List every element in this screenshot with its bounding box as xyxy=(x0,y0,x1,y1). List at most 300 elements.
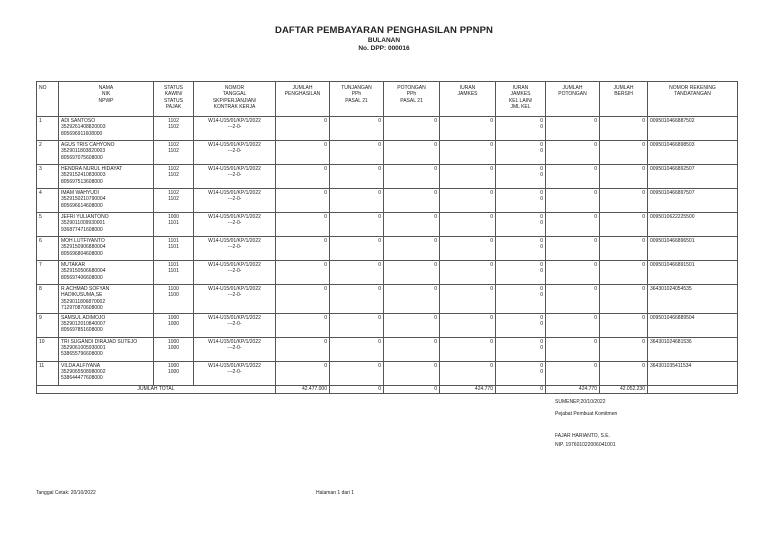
header-line: JUMLAH xyxy=(562,85,583,91)
row-iuran-lain-line: 0 xyxy=(540,362,543,369)
header-line: PAJAK xyxy=(165,104,182,111)
row-iuran-jamkes: 0 xyxy=(440,261,496,285)
row-status xyxy=(154,337,194,361)
row-iuran-jamkes: 0 xyxy=(440,117,496,141)
col-potongan-pph xyxy=(384,82,440,117)
row-jumlah-potongan: 0 xyxy=(546,337,600,361)
row-nama-nik-npwp xyxy=(59,141,154,165)
row-status xyxy=(154,313,194,337)
row-iuran-jamkes: 0 xyxy=(440,337,496,361)
row-nama-nik-npwp xyxy=(59,261,154,285)
row-jumlah-potongan: 0 xyxy=(546,237,600,261)
row-jumlah-bersih: 0 xyxy=(600,213,648,237)
row-number: 2 xyxy=(37,141,59,165)
header-line: TANGGAL xyxy=(222,91,247,98)
row-jumlah-bersih: 0 xyxy=(600,337,648,361)
table-header-row xyxy=(37,82,738,117)
row-iuran-lain-line: 0 xyxy=(540,238,543,244)
row-iuran-lain-line: 0 xyxy=(540,262,543,268)
row-penghasilan: 0 xyxy=(276,361,330,385)
row-rekening: 364301024054535 xyxy=(648,285,738,314)
header-line: NAMA xyxy=(98,85,114,91)
header-line: JUMLAH xyxy=(613,85,634,91)
row-name-line: 3529012010840007 xyxy=(61,321,106,328)
row-kontrak xyxy=(194,261,276,285)
row-name-line: JEFRI YULIANTONO xyxy=(61,214,109,220)
col-jumlah-penghasilan xyxy=(276,82,330,117)
row-iuran-lain-line: 0 xyxy=(540,244,543,251)
payment-table xyxy=(36,81,738,394)
row-number: 11 xyxy=(37,361,59,385)
row-status-line: 1101 xyxy=(168,268,179,275)
total-row xyxy=(37,385,738,393)
row-iuran-lain xyxy=(496,313,546,337)
row-jumlah-bersih: 0 xyxy=(600,165,648,189)
row-number: 5 xyxy=(37,213,59,237)
col-iuran-jamkes xyxy=(440,82,496,117)
row-status xyxy=(154,361,194,385)
header-line: KEL LAIN/ xyxy=(508,97,533,104)
row-number: 9 xyxy=(37,313,59,337)
row-iuran-lain-line: 0 xyxy=(540,321,543,328)
row-kontrak-line: ---2-0- xyxy=(227,268,242,275)
row-potongan-pph: 0 xyxy=(384,165,440,189)
row-name-line: 3529150906880004 xyxy=(61,244,106,251)
row-kontrak xyxy=(194,141,276,165)
total-label: JUMLAH TOTAL xyxy=(37,385,276,393)
table-row xyxy=(37,361,738,385)
header-line: TANDATANGAN xyxy=(674,91,711,98)
row-nama-nik-npwp xyxy=(59,361,154,385)
row-kontrak xyxy=(194,361,276,385)
row-name-line: ADI SANTOSO xyxy=(61,118,96,124)
signature-nip: NIP. 197601022006041001 xyxy=(555,442,616,448)
row-tunjangan: 0 xyxy=(330,141,384,165)
row-name-line: 3529150210790004 xyxy=(61,196,106,203)
row-iuran-lain xyxy=(496,165,546,189)
row-name-line: 538655796608000 xyxy=(61,351,103,358)
header-line: JUMLAH xyxy=(292,85,313,91)
row-kontrak-line: W14-U15/01/KP/1/2022 xyxy=(208,314,261,321)
header-line: STATUS xyxy=(164,85,183,91)
row-status-line: 1102 xyxy=(168,124,179,131)
row-iuran-lain xyxy=(496,237,546,261)
row-iuran-lain-line: 0 xyxy=(540,142,543,148)
row-tunjangan: 0 xyxy=(330,213,384,237)
row-name-line: 3529061005930001 xyxy=(61,345,106,352)
row-kontrak-line: ---2-0- xyxy=(227,172,242,179)
row-rekening: 0095010466897507 xyxy=(648,189,738,213)
header-line: PASAL 21 xyxy=(400,97,423,104)
row-kontrak-line: ---2-0- xyxy=(227,369,242,376)
row-number: 1 xyxy=(37,117,59,141)
row-rekening: 0095010466889504 xyxy=(648,313,738,337)
table-row xyxy=(37,165,738,189)
table-row xyxy=(37,285,738,314)
row-kontrak-line: W14-U15/01/KP/1/2022 xyxy=(208,338,261,345)
row-tunjangan: 0 xyxy=(330,117,384,141)
row-iuran-lain-line: 0 xyxy=(540,148,543,155)
row-kontrak-line: W14-U15/01/KP/1/2022 xyxy=(208,166,261,172)
row-name-line: 805697406608000 xyxy=(61,274,103,281)
row-potongan-pph: 0 xyxy=(384,337,440,361)
row-name-line: 805697851608000 xyxy=(61,327,103,334)
row-name-line: 805697075608000 xyxy=(61,154,103,161)
row-status-line: 1102 xyxy=(168,166,179,172)
row-potongan-pph: 0 xyxy=(384,237,440,261)
row-status-line: 1000 xyxy=(167,369,180,376)
col-nama xyxy=(59,82,154,117)
row-iuran-jamkes: 0 xyxy=(440,141,496,165)
row-iuran-lain-line: 0 xyxy=(540,118,543,124)
row-iuran-lain xyxy=(496,117,546,141)
row-iuran-lain xyxy=(496,337,546,361)
row-tunjangan: 0 xyxy=(330,361,384,385)
row-kontrak-line: ---2-0- xyxy=(227,148,242,155)
row-kontrak-line: W14-U15/01/KP/1/2022 xyxy=(208,238,261,244)
row-iuran-lain-line: 0 xyxy=(540,124,543,131)
row-iuran-lain-line: 0 xyxy=(540,369,543,376)
row-kontrak xyxy=(194,337,276,361)
row-number: 8 xyxy=(37,285,59,314)
col-iuran-jamkes-lain xyxy=(496,82,546,117)
row-status-line: 1000 xyxy=(167,345,180,352)
row-status xyxy=(154,213,194,237)
row-iuran-jamkes: 0 xyxy=(440,361,496,385)
row-iuran-lain-line: 0 xyxy=(540,268,543,275)
row-nama-nik-npwp xyxy=(59,285,154,314)
row-penghasilan: 0 xyxy=(276,237,330,261)
row-tunjangan: 0 xyxy=(330,189,384,213)
row-kontrak-line: W14-U15/01/KP/1/2022 xyxy=(208,262,261,268)
total-iuran: 424.770 xyxy=(440,385,496,393)
row-tunjangan: 0 xyxy=(330,165,384,189)
total-tunjangan: 0 xyxy=(330,385,384,393)
header-line: PENGHASILAN xyxy=(284,91,321,98)
row-jumlah-bersih: 0 xyxy=(600,237,648,261)
col-status xyxy=(154,82,194,117)
table-row xyxy=(37,141,738,165)
row-name-line: 3529011009930001 xyxy=(61,220,106,227)
header-line: KONTRAK KERJA xyxy=(213,104,256,111)
total-penghasilan: 42.477.000 xyxy=(276,385,330,393)
row-iuran-lain-line: 0 xyxy=(540,214,543,220)
row-potongan-pph: 0 xyxy=(384,141,440,165)
row-iuran-lain xyxy=(496,285,546,314)
row-name-line: R.ACHMAD SOFYAN xyxy=(61,286,110,292)
row-jumlah-potongan: 0 xyxy=(546,189,600,213)
row-name-line: 936877471608000 xyxy=(61,226,103,233)
row-status-line: 1102 xyxy=(168,148,179,155)
header-line: STATUS xyxy=(164,97,183,104)
total-jumlah-bersih: 42.052.230 xyxy=(600,385,648,393)
row-nama-nik-npwp xyxy=(59,237,154,261)
row-name-line: HADIKUSUMA,SE xyxy=(61,292,103,299)
row-kontrak-line: W14-U15/01/KP/1/2022 xyxy=(208,190,261,196)
table-row xyxy=(37,237,738,261)
row-jumlah-potongan: 0 xyxy=(546,285,600,314)
row-tunjangan: 0 xyxy=(330,285,384,314)
row-name-line: 805696614608000 xyxy=(61,202,103,209)
document-title: DAFTAR PEMBAYARAN PENGHASILAN PPNPN xyxy=(275,25,493,36)
row-number: 7 xyxy=(37,261,59,285)
row-iuran-lain xyxy=(496,141,546,165)
row-iuran-jamkes: 0 xyxy=(440,165,496,189)
row-iuran-lain-line: 0 xyxy=(540,172,543,179)
header-line: JML KEL xyxy=(510,104,531,111)
col-rekening xyxy=(648,82,738,117)
row-name-line: AGUS TRIS CAHYONO xyxy=(61,142,115,148)
total-iuran-lain: 0 xyxy=(496,385,546,393)
row-iuran-lain-line: 0 xyxy=(540,196,543,203)
header-line: TUNJANGAN xyxy=(341,85,372,91)
table-row xyxy=(37,117,738,141)
document-subtitle: BULANAN xyxy=(367,37,401,44)
row-nama-nik-npwp xyxy=(59,165,154,189)
row-jumlah-potongan: 0 xyxy=(546,141,600,165)
row-iuran-jamkes: 0 xyxy=(440,313,496,337)
row-penghasilan: 0 xyxy=(276,285,330,314)
header-line: IURAN xyxy=(459,85,476,91)
signature-name: FAJAR HARIANTO, S.E. xyxy=(555,433,610,439)
col-nomor xyxy=(194,82,276,117)
row-kontrak-line: W14-U15/01/KP/1/2022 xyxy=(208,214,261,220)
row-rekening: 364301024681536 xyxy=(648,337,738,361)
row-penghasilan: 0 xyxy=(276,313,330,337)
row-jumlah-bersih: 0 xyxy=(600,261,648,285)
header-line: NIK xyxy=(101,91,111,98)
row-name-line: 3529011803820003 xyxy=(61,148,106,155)
row-rekening: 0095010466887502 xyxy=(648,117,738,141)
row-kontrak-line: ---2-0- xyxy=(227,292,242,299)
row-status-line: 1102 xyxy=(168,142,179,148)
row-tunjangan: 0 xyxy=(330,313,384,337)
row-iuran-lain-line: 0 xyxy=(540,190,543,196)
row-nama-nik-npwp xyxy=(59,189,154,213)
row-potongan-pph: 0 xyxy=(384,117,440,141)
row-status xyxy=(154,237,194,261)
row-jumlah-potongan: 0 xyxy=(546,361,600,385)
row-potongan-pph: 0 xyxy=(384,261,440,285)
row-status-line: 1000 xyxy=(167,321,180,328)
row-rekening: 364301035411534 xyxy=(648,361,738,385)
row-potongan-pph: 0 xyxy=(384,189,440,213)
table-row xyxy=(37,189,738,213)
row-iuran-lain-line: 0 xyxy=(540,166,543,172)
row-penghasilan: 0 xyxy=(276,337,330,361)
row-status-line: 1000 xyxy=(167,362,180,369)
row-number: 3 xyxy=(37,165,59,189)
row-status-line: 1101 xyxy=(168,244,179,251)
row-kontrak-line: W14-U15/01/KP/1/2022 xyxy=(208,118,261,124)
row-status xyxy=(154,189,194,213)
row-nama-nik-npwp xyxy=(59,313,154,337)
row-name-line: 3529065508980002 xyxy=(61,369,106,376)
row-number: 4 xyxy=(37,189,59,213)
row-kontrak-line: ---2-0- xyxy=(227,321,242,328)
row-iuran-lain xyxy=(496,213,546,237)
row-iuran-jamkes: 0 xyxy=(440,213,496,237)
row-penghasilan: 0 xyxy=(276,189,330,213)
header-line: POTONGAN xyxy=(558,91,587,98)
row-tunjangan: 0 xyxy=(330,261,384,285)
row-kontrak xyxy=(194,213,276,237)
row-kontrak-line: ---2-0- xyxy=(227,244,242,251)
row-kontrak-line: ---2-0- xyxy=(227,124,242,131)
row-name-line: IMAM WAHYUDI xyxy=(61,190,99,196)
row-iuran-jamkes: 0 xyxy=(440,285,496,314)
header-line: BERSIH xyxy=(614,91,633,98)
row-iuran-lain-line: 0 xyxy=(540,338,543,345)
row-potongan-pph: 0 xyxy=(384,313,440,337)
row-number: 10 xyxy=(37,337,59,361)
row-rekening: 0095010466892507 xyxy=(648,165,738,189)
row-kontrak-line: ---2-0- xyxy=(227,220,242,227)
row-status xyxy=(154,165,194,189)
row-penghasilan: 0 xyxy=(276,141,330,165)
row-kontrak xyxy=(194,285,276,314)
row-name-line: MOH LUTFIYANTO xyxy=(61,238,105,244)
row-iuran-lain-line: 0 xyxy=(540,220,543,227)
row-name-line: SAMSUL ADIMOJO xyxy=(61,314,106,321)
row-jumlah-bersih: 0 xyxy=(600,117,648,141)
header-line: POTONGAN xyxy=(397,85,426,91)
row-name-line: 712970870608000 xyxy=(61,305,103,312)
row-name-line: MUTAKAR xyxy=(61,262,86,268)
row-jumlah-bersih: 0 xyxy=(600,313,648,337)
col-no: NO xyxy=(37,82,59,117)
row-tunjangan: 0 xyxy=(330,237,384,261)
row-kontrak-line: W14-U15/01/KP/1/2022 xyxy=(208,286,261,292)
header-line: NOMOR REKENING xyxy=(669,85,716,91)
row-rekening: 0095010466898503 xyxy=(648,141,738,165)
row-number: 6 xyxy=(37,237,59,261)
row-kontrak-line: ---2-0- xyxy=(227,345,242,352)
row-kontrak xyxy=(194,189,276,213)
row-status-line: 1100 xyxy=(168,292,179,299)
row-jumlah-bersih: 0 xyxy=(600,189,648,213)
table-row xyxy=(37,213,738,237)
row-tunjangan: 0 xyxy=(330,337,384,361)
row-status xyxy=(154,285,194,314)
table-row xyxy=(37,313,738,337)
page-indicator: Halaman 1 dari 1 xyxy=(316,490,355,496)
row-name-line: TRI SUGANDI DIRAJAD SUTEJO xyxy=(61,338,138,345)
row-iuran-jamkes: 0 xyxy=(440,237,496,261)
row-kontrak-line: ---2-0- xyxy=(227,196,242,203)
header-line: PPh xyxy=(351,91,362,98)
header-line: SKP/PERJANJIAN/ xyxy=(212,97,257,104)
row-status-line: 1100 xyxy=(168,286,179,292)
signature-role: Pejabat Pembuat Komitmen xyxy=(555,411,618,417)
row-iuran-jamkes: 0 xyxy=(440,189,496,213)
header-line: NOMOR xyxy=(224,85,245,91)
header-line: PASAL 21 xyxy=(345,97,368,104)
col-tunjangan-pph xyxy=(330,82,384,117)
row-kontrak xyxy=(194,237,276,261)
row-penghasilan: 0 xyxy=(276,165,330,189)
row-status-line: 1102 xyxy=(168,118,179,124)
row-name-line: 805697513608000 xyxy=(61,178,103,185)
row-nama-nik-npwp xyxy=(59,117,154,141)
row-penghasilan: 0 xyxy=(276,213,330,237)
row-status xyxy=(154,141,194,165)
row-status-line: 1101 xyxy=(168,238,179,244)
row-penghasilan: 0 xyxy=(276,261,330,285)
table-row xyxy=(37,337,738,361)
row-jumlah-bersih: 0 xyxy=(600,141,648,165)
row-jumlah-bersih: 0 xyxy=(600,285,648,314)
row-rekening: 0095010622225500 xyxy=(648,213,738,237)
row-nama-nik-npwp xyxy=(59,337,154,361)
header-line: NPWP xyxy=(98,97,114,104)
row-name-line: 805696804608000 xyxy=(61,250,103,257)
row-jumlah-potongan: 0 xyxy=(546,165,600,189)
row-kontrak xyxy=(194,117,276,141)
row-iuran-lain-line: 0 xyxy=(540,292,543,299)
total-jumlah-potongan: 424.770 xyxy=(546,385,600,393)
row-status-line: 1000 xyxy=(167,314,180,321)
row-status-line: 1000 xyxy=(167,214,180,220)
row-status-line: 1101 xyxy=(168,262,179,268)
row-iuran-lain-line: 0 xyxy=(540,286,543,292)
row-status-line: 1102 xyxy=(168,190,179,196)
row-potongan-pph: 0 xyxy=(384,213,440,237)
row-kontrak-line: W14-U15/01/KP/1/2022 xyxy=(208,362,261,369)
header-line: JAMKES xyxy=(510,91,531,98)
row-jumlah-potongan: 0 xyxy=(546,213,600,237)
header-line: KAWIN/ xyxy=(164,91,183,98)
row-name-line: HENDRA NURUL HIDAYAT xyxy=(61,166,123,172)
row-jumlah-potongan: 0 xyxy=(546,261,600,285)
row-kontrak xyxy=(194,165,276,189)
row-potongan-pph: 0 xyxy=(384,361,440,385)
row-potongan-pph: 0 xyxy=(384,285,440,314)
table-row xyxy=(37,261,738,285)
row-name-line: VILDA ALFIYANA xyxy=(61,362,101,369)
total-rekening xyxy=(648,385,738,393)
row-status xyxy=(154,261,194,285)
row-status-line: 1000 xyxy=(167,338,180,345)
total-potongan-pph: 0 xyxy=(384,385,440,393)
row-kontrak-line: W14-U15/01/KP/1/2022 xyxy=(208,142,261,148)
row-iuran-lain-line: 0 xyxy=(540,314,543,321)
row-name-line: 538644477608000 xyxy=(61,375,103,382)
row-jumlah-potongan: 0 xyxy=(546,313,600,337)
row-iuran-lain xyxy=(496,261,546,285)
row-name-line: 3529152410830003 xyxy=(61,172,106,179)
row-iuran-lain xyxy=(496,361,546,385)
row-name-line: 3529011806870002 xyxy=(61,298,106,305)
row-iuran-lain-line: 0 xyxy=(540,345,543,352)
header-line: PPh xyxy=(406,91,417,98)
row-name-line: 3529261408820003 xyxy=(61,124,106,131)
row-name-line: 3529150506680004 xyxy=(61,268,106,275)
header-line: JAMKES xyxy=(457,91,478,98)
dpp-number: No. DPP: 000016 xyxy=(358,45,410,52)
header-line: IURAN xyxy=(512,85,529,91)
col-jumlah-potongan xyxy=(546,82,600,117)
row-rekening: 0095010466896501 xyxy=(648,237,738,261)
signature-place-date: SUMENEP,20/10/2022 xyxy=(555,399,606,405)
row-jumlah-bersih: 0 xyxy=(600,361,648,385)
print-date: Tanggal Cetak: 20/10/2022 xyxy=(36,490,96,496)
row-rekening: 0095010466891501 xyxy=(648,261,738,285)
row-status-line: 1102 xyxy=(168,172,179,179)
row-name-line: 805696911608000 xyxy=(61,130,103,137)
row-kontrak xyxy=(194,313,276,337)
row-status-line: 1101 xyxy=(168,220,179,227)
